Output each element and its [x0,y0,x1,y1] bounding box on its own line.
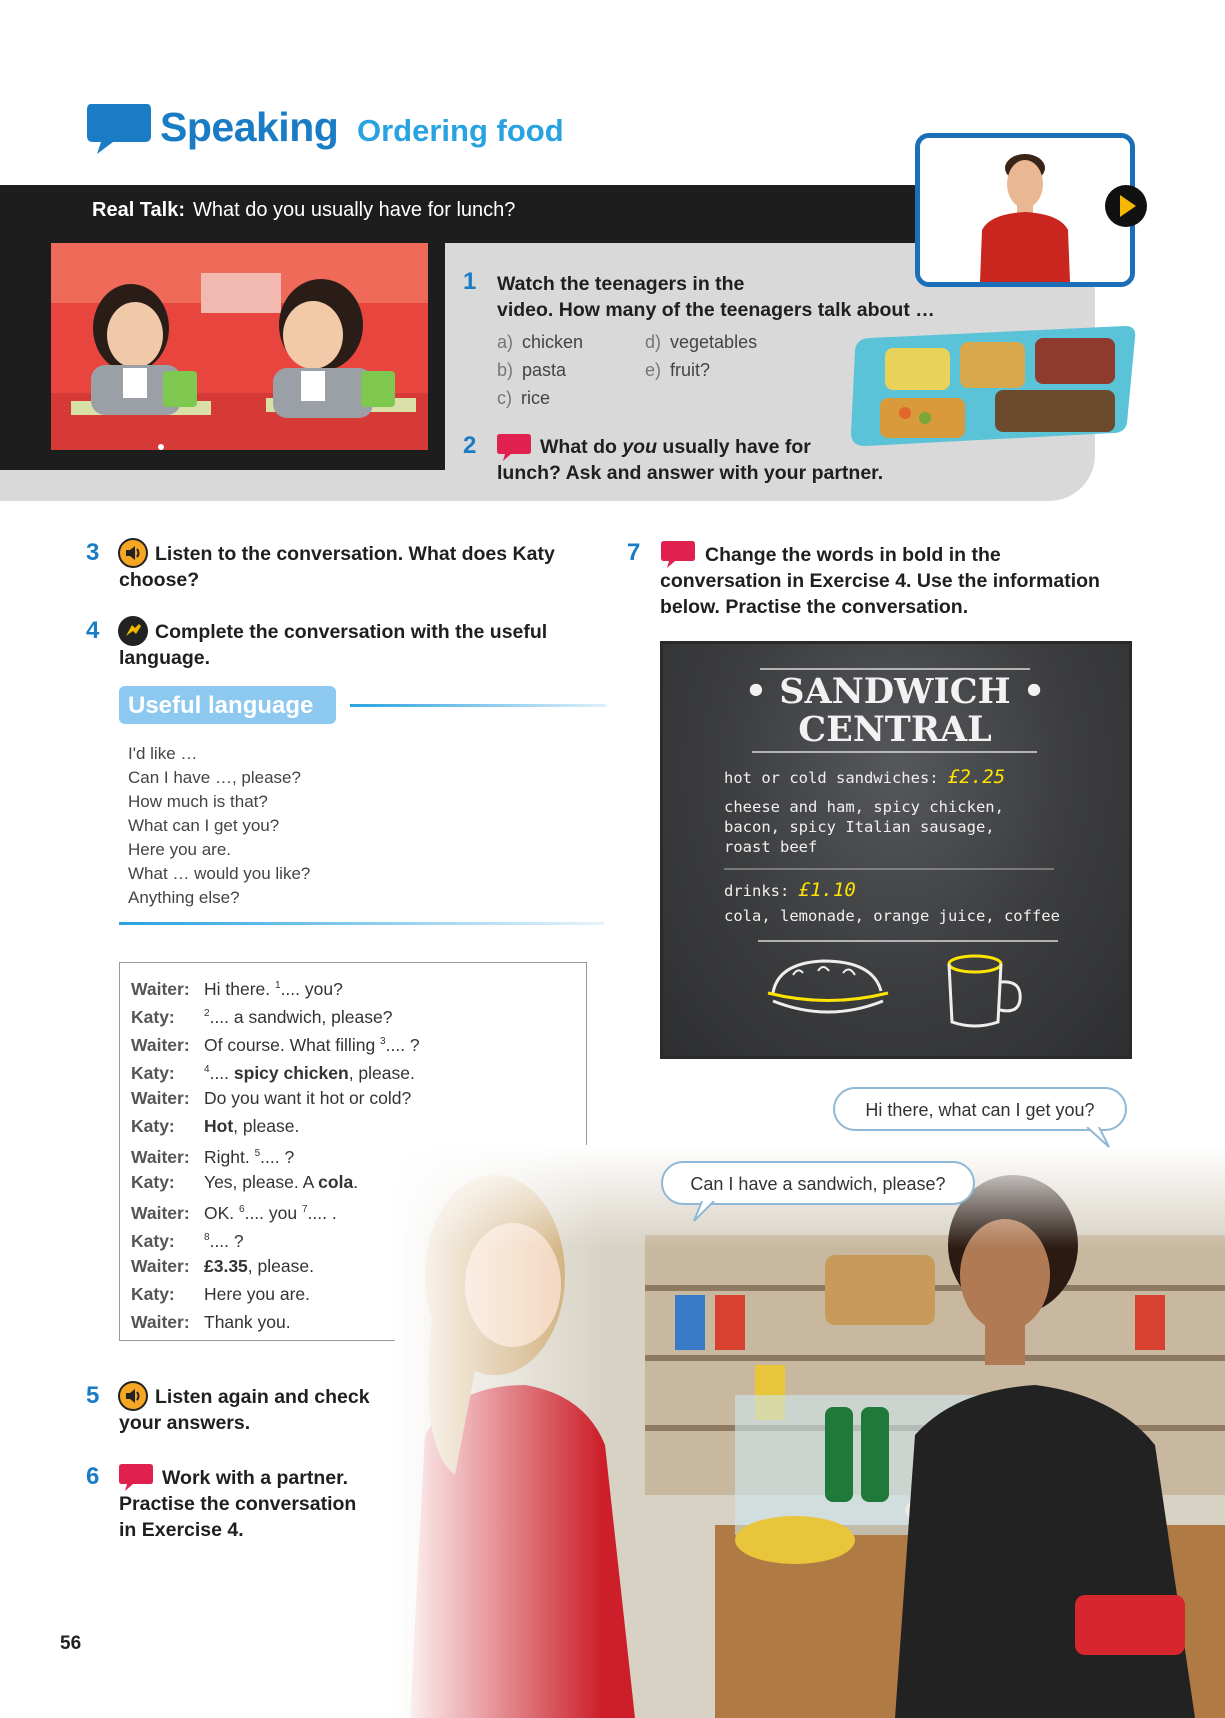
speaking-bubble-icon [87,102,151,154]
page-subtitle: Ordering food [357,113,564,148]
sandwich-label: hot or cold sandwiches: [724,769,939,787]
exercise-1-instruction [497,271,935,323]
useful-phrase: How much is that? [128,792,268,811]
exercise-4-line2: language. [119,647,211,669]
page-title: Speaking [160,104,339,150]
exercise-6-line2: Practise the conversation [119,1493,357,1515]
fillings-line: bacon, spicy Italian sausage, [724,818,995,836]
exercise-5-line1: Listen again and check [155,1386,370,1408]
exercise-3-number: 3 [86,539,100,566]
dialogue-line: Waiter: Hi there. $^1$.... you? [131,978,343,999]
girl-speech-bubble: Can I have a sandwich, please? [661,1161,975,1205]
board-title [660,673,1130,749]
exercise-1-options-col2 [645,328,757,384]
exercise-6-number: 6 [86,1463,100,1490]
exercise-5-number: 5 [86,1382,100,1409]
board-sandwich-line [724,767,1005,788]
useful-phrase: I'd like … [128,744,198,763]
board-title-line1: • SANDWICH • [744,671,1046,712]
real-talk-panel-strip [0,470,445,501]
fillings-line: cheese and ham, spicy chicken, [724,798,1004,816]
page-number: 56 [60,1633,82,1654]
dialogue-line: Waiter: Right. $^5$.... ? [131,1146,295,1167]
exercise-4-line1: Complete the conversation with the useful [155,621,548,643]
board-rule [724,868,1054,870]
dialogue-line: Katy: Hot, please. [131,1116,300,1136]
useful-language-list [128,742,310,910]
exercise-1-line2: video. How many of the teenagers talk about … [497,299,935,321]
dialogue-line: Katy: $^2$.... a sandwich, please? [131,1006,393,1027]
option-d: d) vegetables [645,332,758,352]
exercise-1-line1: Watch the teenagers in the [497,273,745,295]
useful-phrase: What … would you like? [128,864,311,883]
exercise-7-line2: conversation in Exercise 4. Use the information [660,570,1100,592]
dialogue-line: Katy: $^8$.... ? [131,1230,244,1251]
option-c: c) rice [497,388,551,408]
waiter-speech-bubble: Hi there, what can I get you? [833,1087,1127,1131]
exercise-2-line1: What do you usually have for [540,436,811,458]
dialogue-line: Katy: $^4$.... spicy chicken, please. [131,1062,415,1083]
real-talk-label: Real Talk: [92,199,185,221]
exercise-1-options-col1 [497,328,583,412]
video-still-girls-lunch[interactable] [51,243,428,450]
exercise-6-line3: in Exercise 4. [119,1519,244,1541]
drinks-label: drinks: [724,882,790,900]
coffee-cup-chalk-icon [940,950,1035,1032]
board-rule [752,751,1037,753]
play-icon [1105,185,1147,227]
useful-language-title: Useful language [128,692,314,719]
dialogue-line: Waiter: Of course. What filling $^3$.... ? [131,1034,420,1055]
dialogue-line: Katy: Yes, please. A cola. [131,1172,359,1192]
dialogue-line: Waiter: OK. $^6$.... you $^7$.... . [131,1202,337,1223]
exercise-4-number: 4 [86,617,100,644]
real-talk-heading [92,199,515,222]
exercise-3-line2: choose? [119,569,200,591]
board-rule [758,940,1058,942]
exercise-2-number: 2 [463,432,477,459]
lunch-tray-image [845,318,1140,448]
bubble-tail [690,1201,716,1223]
speaking-icon [119,1463,153,1491]
dialogue-line: Waiter: £3.35, please. [131,1256,314,1276]
option-e: e) fruit? [645,360,711,380]
speaking-icon [497,433,531,461]
audio-icon[interactable] [118,1381,148,1411]
play-video-button[interactable] [1105,185,1147,227]
useful-phrase: Anything else? [128,888,240,907]
video-thumbnail-boy[interactable] [915,133,1135,287]
useful-phrase: What can I get you? [128,816,280,835]
exercise-1-number: 1 [463,268,477,295]
dialogue-line: Waiter: Thank you. [131,1312,291,1332]
exercise-5-line2: your answers. [119,1412,251,1434]
option-b: b) pasta [497,360,567,380]
board-drinks-list: cola, lemonade, orange juice, coffee [724,907,1060,925]
exercise-6-line1: Work with a partner. [162,1467,349,1489]
audio-icon[interactable] [118,538,148,568]
useful-phrase: Can I have …, please? [128,768,301,787]
speaking-icon [661,540,695,568]
exercise-7-line1: Change the words in bold in the [705,544,1001,566]
exercise-7-line3: below. Practise the conversation. [660,596,969,618]
drinks-price: £1.10 [798,879,856,901]
board-title-line2: CENTRAL [798,709,992,750]
useful-language-divider-bottom [119,922,604,925]
sandwich-price: £2.25 [947,766,1006,788]
board-drinks-line [724,880,856,901]
exercise-3-line1: Listen to the conversation. What does Katy [155,543,555,565]
dialogue-line: Waiter: Do you want it hot or cold? [131,1088,412,1108]
real-talk-question: What do you usually have for lunch? [193,199,516,221]
writing-icon [118,616,148,646]
useful-language-divider-top [350,704,606,707]
useful-phrase: Here you are. [128,840,231,859]
sandwich-chalk-icon [763,953,893,1028]
fillings-line: roast beef [724,838,818,856]
board-rule [760,668,1030,670]
shop-counter-photo [395,1145,1225,1718]
board-fillings [724,797,1004,857]
exercise-2-line2: lunch? Ask and answer with your partner. [497,462,884,484]
exercise-7-number: 7 [627,539,641,566]
dialogue-line: Katy: Here you are. [131,1284,311,1304]
bubble-tail [1085,1127,1111,1149]
option-a: a) chicken [497,332,584,352]
